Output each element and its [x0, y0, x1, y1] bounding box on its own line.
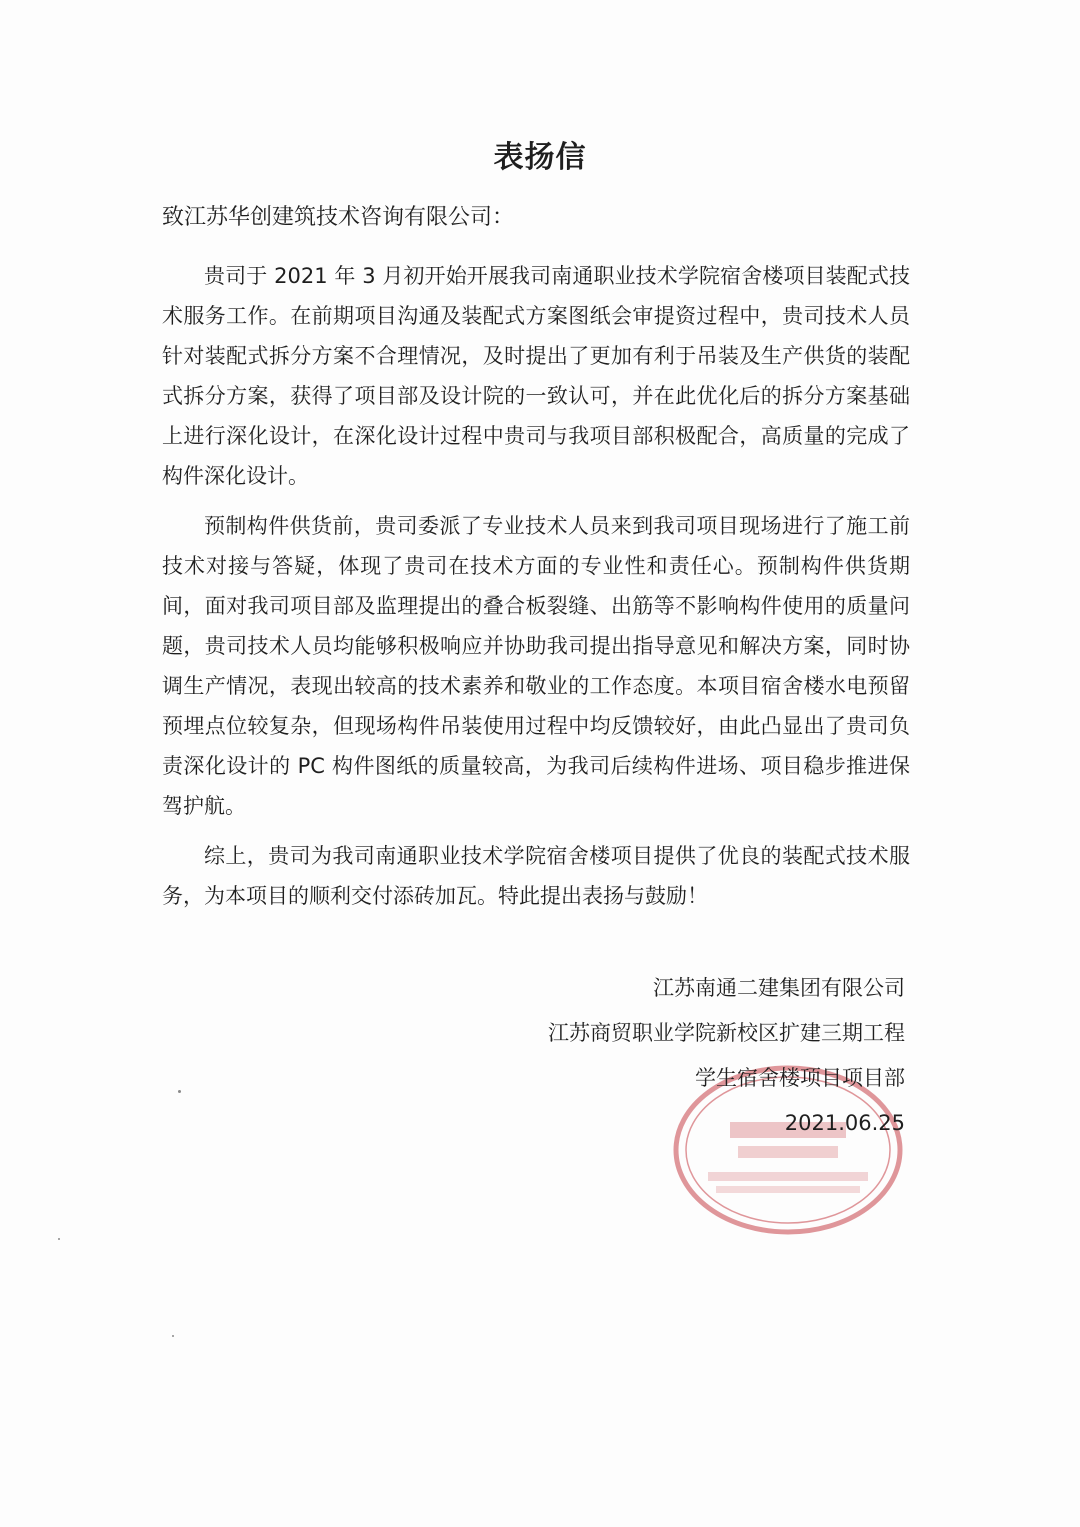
signature-company: 江苏南通二建集团有限公司	[653, 976, 905, 1000]
letter-body	[162, 256, 910, 926]
scan-speck	[172, 1335, 174, 1337]
paragraph-1: 贵司于 2021 年 3 月初开始开展我司南通职业技术学院宿舍楼项目装配式技术服务工作。在前期项目沟通及装配式方案图纸会审提资过程中，贵司技术人员针对装配式拆分方案不合理情况，及时提出了更加有利于吊装及生产供货的装配式拆分方案，获得了项目部及设计院的一致认可，并在此优化后的拆分方案基础上进行深化设计，在深化设计过程中贵司与我项目部积极配合，高质量的完成了构件深化设计。	[162, 264, 910, 488]
paragraph-2: 预制构件供货前，贵司委派了专业技术人员来到我司项目现场进行了施工前技术对接与答疑，体现了贵司在技术方面的专业性和责任心。预制构件供货期间，面对我司项目部及监理提出的叠合板裂缝、出筋等不影响构件使用的质量问题，贵司技术人员均能够积极响应并协助我司提出指导意见和解决方案，同时协调生产情况，表现出较高的技术素养和敬业的工作态度。本项目宿舍楼水电预留预埋点位较复杂，但现场构件吊装使用过程中均反馈较好，由此凸显出了贵司负责深化设计的 PC 构件图纸的质量较高，为我司后续构件进场、项目稳步推进保驾护航。	[162, 514, 910, 818]
signature-project: 江苏商贸职业学院新校区扩建三期工程	[548, 1021, 905, 1045]
scan-speck	[58, 1238, 60, 1240]
signature-block	[548, 966, 905, 1146]
scan-speck	[178, 1090, 181, 1093]
signature-date: 2021.06.25	[784, 1111, 905, 1135]
salutation: 致江苏华创建筑技术咨询有限公司：	[162, 205, 515, 230]
signature-department: 学生宿舍楼项目项目部	[695, 1066, 905, 1090]
letter-title: 表扬信	[493, 140, 587, 175]
paragraph-3: 综上，贵司为我司南通职业技术学院宿舍楼项目提供了优良的装配式技术服务，为本项目的顺利交付添砖加瓦。特此提出表扬与鼓励！	[162, 844, 910, 908]
